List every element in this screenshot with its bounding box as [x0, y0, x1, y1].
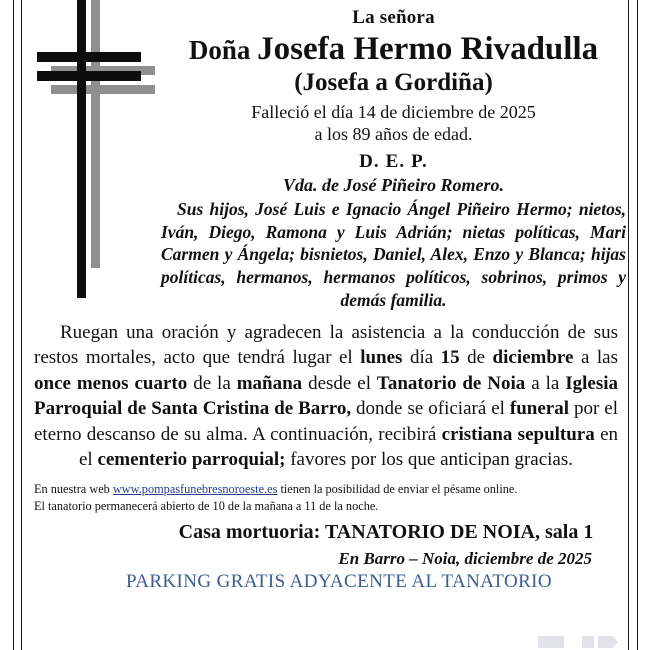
body-seg-7: a la: [525, 372, 566, 394]
border-rule-left-outer: [13, 0, 14, 650]
body-bold-burial: cristiana sepultura: [441, 423, 595, 445]
cropped-logo-fragment: [536, 634, 620, 650]
logo-chip-2: [582, 636, 594, 648]
body-bold-church: Iglesia Parroquial de Santa Cristina de Barro,: [34, 372, 618, 420]
border-rule-right-inner: [628, 0, 629, 650]
parking-notice: PARKING GRATIS ADYACENTE AL TANATORIO: [125, 570, 553, 592]
body-seg-8: donde se oficiará el: [351, 398, 510, 420]
website-suffix-text: tienen la posibilidad de enviar el pésame online.: [277, 482, 518, 497]
widow-of-line: Vda. de José Piñeiro Romero.: [283, 174, 504, 195]
body-seg-9: por el eterno descanso de su alma. A continuación, recibirá: [34, 398, 618, 445]
border-rule-left-inner: [21, 0, 22, 650]
body-bold-time: once menos cuarto: [34, 372, 188, 394]
body-bold-tanatorio: Tanatorio de Noia: [376, 372, 526, 394]
body-bold-funeral: funeral: [509, 398, 570, 420]
body-seg-1: Ruegan una oración y agradecen la asistencia a la conducción de sus restos mortales, acto que tendrá lugar el: [34, 321, 618, 369]
logo-chip-3: [598, 636, 618, 648]
body-seg-10: en el: [78, 423, 619, 470]
family-list: Sus hijos, José Luis e Ignacio Ángel Piñeiro Hermo; nietos, Iván, Diego, Ramona y Luis Adrián; nietas políticas, Mari Carmen y Ángela; bisnietos, Daniel, Alex, Enzo y Blanca; hijas políticas, hermanos, hermanos políticos, sobrinos, primos y demás familia.: [161, 198, 626, 310]
body-bold-morning: mañana: [236, 372, 303, 394]
body-seg-5: de la: [187, 372, 237, 394]
body-seg-4: a las: [573, 347, 618, 369]
body-bold-lunes: lunes: [360, 347, 403, 369]
body-seg-2: día: [402, 347, 441, 369]
salutation: La señora: [352, 7, 435, 28]
fineprint-block: [26, 481, 626, 515]
body-bold-day: 15: [440, 347, 460, 369]
place-and-date: En Barro – Noia, diciembre de 2025: [338, 548, 592, 568]
deceased-given-name: Josefa Hermo Rivadulla: [257, 31, 599, 68]
website-link[interactable]: www.pompasfunebresnoroeste.es: [112, 482, 278, 497]
age-line: a los 89 años de edad.: [314, 124, 473, 145]
death-date-line: Falleció el día 14 de diciembre de 2025: [251, 102, 536, 123]
body-seg-6: desde el: [302, 372, 377, 394]
notice-content: [26, 0, 626, 592]
border-rule-right-outer: [637, 0, 638, 650]
body-seg-3: de: [459, 347, 493, 369]
deceased-name: [26, 31, 626, 68]
body-bold-cemetery: cementerio parroquial;: [97, 448, 286, 470]
deceased-nickname: (Josefa a Gordiña): [294, 69, 493, 97]
body-bold-month: diciembre: [492, 347, 574, 369]
deceased-honorific: Doña: [188, 35, 258, 66]
logo-chip-1: [538, 636, 564, 648]
mortuary-house-line: Casa mortuoria: TANATORIO DE NOIA, sala 1: [178, 521, 594, 544]
rip-abbreviation: D. E. P.: [359, 150, 428, 172]
opening-hours-text: El tanatorio permanecerá abierto de 10 de la mañana a 11 de la noche.: [34, 499, 379, 514]
website-prefix-text: En nuestra web: [34, 482, 113, 497]
service-details-paragraph: [26, 320, 626, 473]
body-seg-11: favores por los que anticipan gracias.: [285, 448, 574, 470]
